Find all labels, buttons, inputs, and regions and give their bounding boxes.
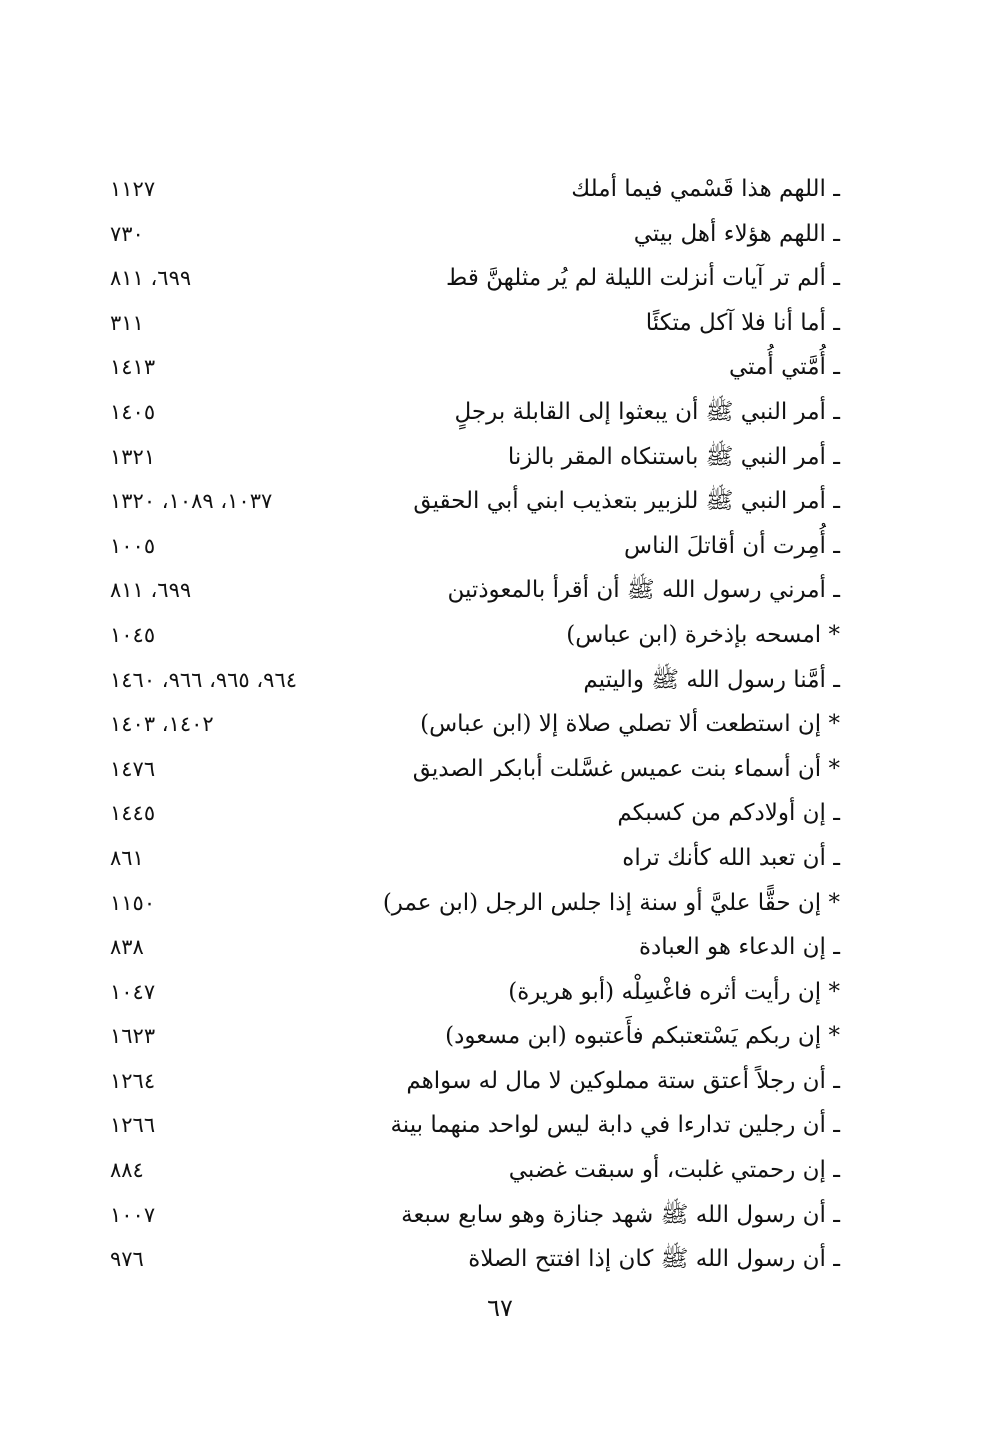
page-number: ٦٧ bbox=[487, 1294, 513, 1322]
reference-numbers: ٩٦٤، ٩٦٥، ٩٦٦، ١٤٦٠ bbox=[110, 667, 298, 692]
index-entry bbox=[110, 568, 840, 613]
hadith-text: ـ أمر النبي ﷺ للزبير بتعذيب ابني أبي الحقيق bbox=[413, 488, 840, 515]
hadith-text: ـ إن أولادكم من كسبكم bbox=[617, 800, 840, 827]
index-entry bbox=[110, 1237, 840, 1282]
index-entry bbox=[110, 925, 840, 970]
reference-numbers: ٨٣٨ bbox=[110, 935, 144, 960]
reference-numbers: ١٠٤٥ bbox=[110, 622, 156, 647]
index-entry bbox=[110, 1059, 840, 1104]
index-entry bbox=[110, 970, 840, 1015]
hadith-text: ـ اللهم هؤلاء أهل بيتي bbox=[633, 220, 840, 247]
hadith-text: ـ اللهم هذا قَسْمي فيما أملك bbox=[571, 176, 840, 202]
hadith-text: ـ أن رسول الله ﷺ كان إذا افتتح الصلاة bbox=[468, 1246, 840, 1273]
hadith-text: ـ أمَّنا رسول الله ﷺ واليتيم bbox=[583, 666, 840, 693]
hadith-index-list bbox=[110, 167, 840, 1282]
index-entry bbox=[110, 167, 840, 212]
hadith-text: ـ إن الدعاء هو العبادة bbox=[638, 934, 840, 961]
hadith-text: ـ أمر النبي ﷺ أن يبعثوا إلى القابلة برجلٍ bbox=[454, 398, 840, 425]
index-entry bbox=[110, 390, 840, 435]
reference-numbers: ١٤٠٥ bbox=[110, 399, 156, 424]
reference-numbers: ١٠٤٧ bbox=[110, 979, 156, 1004]
index-entry bbox=[110, 1103, 840, 1148]
hadith-text: * إن ربكم يَسْتعتبكم فأَعتبوه (ابن مسعود) bbox=[445, 1023, 840, 1050]
reference-numbers: ١٠٣٧، ١٠٨٩، ١٣٢٠ bbox=[110, 489, 273, 514]
index-entry bbox=[110, 881, 840, 926]
reference-numbers: ١٤١٣ bbox=[110, 355, 156, 380]
reference-numbers: ١١٢٧ bbox=[110, 177, 156, 201]
reference-numbers: ١٠٠٧ bbox=[110, 1202, 156, 1227]
reference-numbers: ١٤٧٦ bbox=[110, 756, 156, 781]
index-entry bbox=[110, 301, 840, 346]
index-entry bbox=[110, 345, 840, 390]
hadith-text: * إن رأيت أثره فاغْسِلْه (أبو هريرة) bbox=[508, 978, 840, 1005]
index-entry bbox=[110, 1014, 840, 1059]
reference-numbers: ٧٣٠ bbox=[110, 221, 144, 246]
reference-numbers: ١٢٦٦ bbox=[110, 1113, 156, 1138]
reference-numbers: ٨٨٤ bbox=[110, 1158, 144, 1183]
index-entry bbox=[110, 1148, 840, 1193]
reference-numbers: ٨٦١ bbox=[110, 845, 144, 870]
index-entry bbox=[110, 702, 840, 747]
index-entry bbox=[110, 658, 840, 703]
hadith-text: * امسحه بإذخرة (ابن عباس) bbox=[566, 621, 840, 648]
hadith-text: ـ ألم تر آيات أنزلت الليلة لم يُر مثلهنَّ قط bbox=[446, 265, 840, 292]
reference-numbers: ٦٩٩، ٨١١ bbox=[110, 266, 192, 291]
index-entry bbox=[110, 791, 840, 836]
hadith-text: ـ أمرني رسول الله ﷺ أن أقرأ بالمعوذتين bbox=[447, 577, 840, 604]
index-entry bbox=[110, 747, 840, 792]
hadith-text: ـ أن تعبد الله كأنك تراه bbox=[622, 844, 840, 871]
hadith-text: ـ أما أنا فلا آكل متكئًا bbox=[645, 309, 840, 336]
hadith-text: ـ أن رسول الله ﷺ شهد جنازة وهو سابع سبعة bbox=[401, 1201, 840, 1228]
reference-numbers: ١٣٢١ bbox=[110, 444, 156, 469]
hadith-text: * إن حقًّا عليَّ أو سنة إذا جلس الرجل (ابن عمر) bbox=[382, 889, 840, 916]
reference-numbers: ١٤٠٢، ١٤٠٣ bbox=[110, 712, 214, 737]
hadith-text: ـ أُمِرت أن أقاتلَ الناس bbox=[624, 532, 840, 559]
index-entry bbox=[110, 613, 840, 658]
index-entry bbox=[110, 256, 840, 301]
reference-numbers: ٣١١ bbox=[110, 310, 144, 335]
reference-numbers: ١٤٤٥ bbox=[110, 801, 156, 826]
index-entry bbox=[110, 212, 840, 257]
reference-numbers: ١٠٠٥ bbox=[110, 533, 156, 558]
reference-numbers: ١٦٢٣ bbox=[110, 1024, 156, 1049]
index-entry bbox=[110, 1193, 840, 1238]
reference-numbers: ٦٩٩، ٨١١ bbox=[110, 578, 192, 603]
index-entry bbox=[110, 524, 840, 569]
hadith-text: ـ أن رجلاً أعتق ستة مملوكين لا مال له سواهم bbox=[406, 1067, 840, 1094]
index-entry bbox=[110, 435, 840, 480]
hadith-text: ـ أن رجلين تدارءا في دابة ليس لواحد منهما بينة bbox=[390, 1112, 840, 1139]
reference-numbers: ٩٧٦ bbox=[110, 1247, 144, 1272]
index-entry bbox=[110, 479, 840, 524]
hadith-text: * إن استطعت ألا تصلي صلاة إلا (ابن عباس) bbox=[420, 711, 840, 738]
hadith-text: ـ إن رحمتي غلبت، أو سبقت غضبي bbox=[508, 1157, 840, 1184]
reference-numbers: ١٢٦٤ bbox=[110, 1068, 156, 1093]
index-entry bbox=[110, 836, 840, 881]
hadith-text: * أن أسماء بنت عميس غسَّلت أبابكر الصديق bbox=[412, 755, 840, 782]
hadith-text: ـ أمر النبي ﷺ باستنكاه المقر بالزنا bbox=[507, 443, 840, 470]
hadith-text: ـ أُمَّتي أُمتي bbox=[728, 354, 840, 381]
reference-numbers: ١١٥٠ bbox=[110, 890, 156, 915]
